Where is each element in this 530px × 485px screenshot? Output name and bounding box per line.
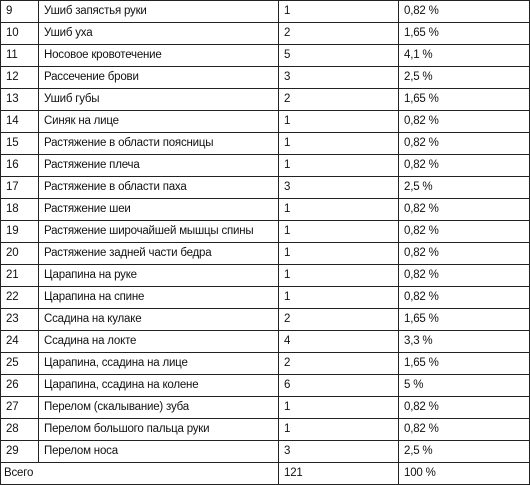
percent-cell: 0,82 % — [399, 243, 530, 265]
percent-cell: 4,1 % — [399, 45, 530, 67]
row-number-cell: 16 — [1, 155, 39, 177]
row-number-cell: 9 — [1, 1, 39, 23]
total-percent-cell: 100 % — [399, 463, 530, 485]
row-number-cell: 23 — [1, 309, 39, 331]
count-cell: 4 — [279, 331, 399, 353]
injury-name-cell: Растяжение задней части бедра — [39, 243, 279, 265]
row-number-cell: 22 — [1, 287, 39, 309]
percent-cell: 1,65 % — [399, 23, 530, 45]
count-cell: 1 — [279, 199, 399, 221]
injury-name-cell: Царапина, ссадина на колене — [39, 375, 279, 397]
row-number-cell: 14 — [1, 111, 39, 133]
injury-name-cell: Ушиб уха — [39, 23, 279, 45]
table-row — [1, 353, 530, 375]
injury-name-cell: Растяжение в области поясницы — [39, 133, 279, 155]
injury-name-cell: Носовое кровотечение — [39, 45, 279, 67]
table-row — [1, 89, 530, 111]
injury-name-cell: Царапина на спине — [39, 287, 279, 309]
percent-cell: 0,82 % — [399, 221, 530, 243]
row-number-cell: 11 — [1, 45, 39, 67]
injury-name-cell: Растяжение шеи — [39, 199, 279, 221]
percent-cell: 0,82 % — [399, 265, 530, 287]
row-number-cell: 10 — [1, 23, 39, 45]
row-number-cell: 25 — [1, 353, 39, 375]
count-cell: 2 — [279, 309, 399, 331]
count-cell: 1 — [279, 265, 399, 287]
row-number-cell: 17 — [1, 177, 39, 199]
count-cell: 2 — [279, 353, 399, 375]
injury-name-cell: Ссадина на кулаке — [39, 309, 279, 331]
injury-name-cell: Ссадина на локте — [39, 331, 279, 353]
percent-cell: 1,65 % — [399, 353, 530, 375]
percent-cell: 5 % — [399, 375, 530, 397]
count-cell: 1 — [279, 155, 399, 177]
table-row — [1, 331, 530, 353]
count-cell: 2 — [279, 23, 399, 45]
percent-cell: 0,82 % — [399, 133, 530, 155]
table-row — [1, 155, 530, 177]
row-number-cell: 19 — [1, 221, 39, 243]
count-cell: 2 — [279, 89, 399, 111]
table-row — [1, 1, 530, 23]
percent-cell: 0,82 % — [399, 1, 530, 23]
table-row — [1, 419, 530, 441]
row-number-cell: 13 — [1, 89, 39, 111]
percent-cell: 0,82 % — [399, 287, 530, 309]
row-number-cell: 12 — [1, 67, 39, 89]
percent-cell: 1,65 % — [399, 309, 530, 331]
table-row — [1, 287, 530, 309]
table-row — [1, 221, 530, 243]
table-row — [1, 375, 530, 397]
table-row — [1, 23, 530, 45]
table-row — [1, 199, 530, 221]
injury-name-cell: Перелом носа — [39, 441, 279, 463]
table-row — [1, 177, 530, 199]
percent-cell: 2,5 % — [399, 67, 530, 89]
count-cell: 1 — [279, 419, 399, 441]
table-row — [1, 309, 530, 331]
row-number-cell: 20 — [1, 243, 39, 265]
percent-cell: 2,5 % — [399, 177, 530, 199]
percent-cell: 3,3 % — [399, 331, 530, 353]
total-row — [1, 463, 530, 485]
injury-name-cell: Синяк на лице — [39, 111, 279, 133]
row-number-cell: 21 — [1, 265, 39, 287]
count-cell: 1 — [279, 243, 399, 265]
injury-name-cell: Ушиб губы — [39, 89, 279, 111]
percent-cell: 0,82 % — [399, 155, 530, 177]
count-cell: 3 — [279, 177, 399, 199]
count-cell: 1 — [279, 397, 399, 419]
percent-cell: 0,82 % — [399, 397, 530, 419]
row-number-cell: 27 — [1, 397, 39, 419]
injury-name-cell: Рассечение брови — [39, 67, 279, 89]
row-number-cell: 29 — [1, 441, 39, 463]
table-row — [1, 111, 530, 133]
injury-name-cell: Ушиб запястья руки — [39, 1, 279, 23]
percent-cell: 0,82 % — [399, 111, 530, 133]
percent-cell: 1,65 % — [399, 89, 530, 111]
table-row — [1, 441, 530, 463]
count-cell: 1 — [279, 1, 399, 23]
injury-name-cell: Растяжение плеча — [39, 155, 279, 177]
injury-name-cell: Перелом (скалывание) зуба — [39, 397, 279, 419]
table-row — [1, 265, 530, 287]
table-row — [1, 133, 530, 155]
total-label-cell: Всего — [1, 463, 279, 485]
count-cell: 3 — [279, 441, 399, 463]
injury-name-cell: Перелом большого пальца руки — [39, 419, 279, 441]
table-row — [1, 67, 530, 89]
percent-cell: 0,82 % — [399, 199, 530, 221]
count-cell: 1 — [279, 111, 399, 133]
count-cell: 6 — [279, 375, 399, 397]
injury-name-cell: Растяжение широчайшей мышцы спины — [39, 221, 279, 243]
row-number-cell: 24 — [1, 331, 39, 353]
injury-name-cell: Царапина, ссадина на лице — [39, 353, 279, 375]
row-number-cell: 26 — [1, 375, 39, 397]
count-cell: 5 — [279, 45, 399, 67]
table-body — [1, 1, 530, 485]
injury-name-cell: Царапина на руке — [39, 265, 279, 287]
table-row — [1, 397, 530, 419]
table-row — [1, 243, 530, 265]
count-cell: 1 — [279, 287, 399, 309]
count-cell: 3 — [279, 67, 399, 89]
row-number-cell: 28 — [1, 419, 39, 441]
injury-name-cell: Растяжение в области паха — [39, 177, 279, 199]
percent-cell: 0,82 % — [399, 419, 530, 441]
total-count-cell: 121 — [279, 463, 399, 485]
count-cell: 1 — [279, 133, 399, 155]
count-cell: 1 — [279, 221, 399, 243]
table-row — [1, 45, 530, 67]
row-number-cell: 15 — [1, 133, 39, 155]
row-number-cell: 18 — [1, 199, 39, 221]
percent-cell: 2,5 % — [399, 441, 530, 463]
